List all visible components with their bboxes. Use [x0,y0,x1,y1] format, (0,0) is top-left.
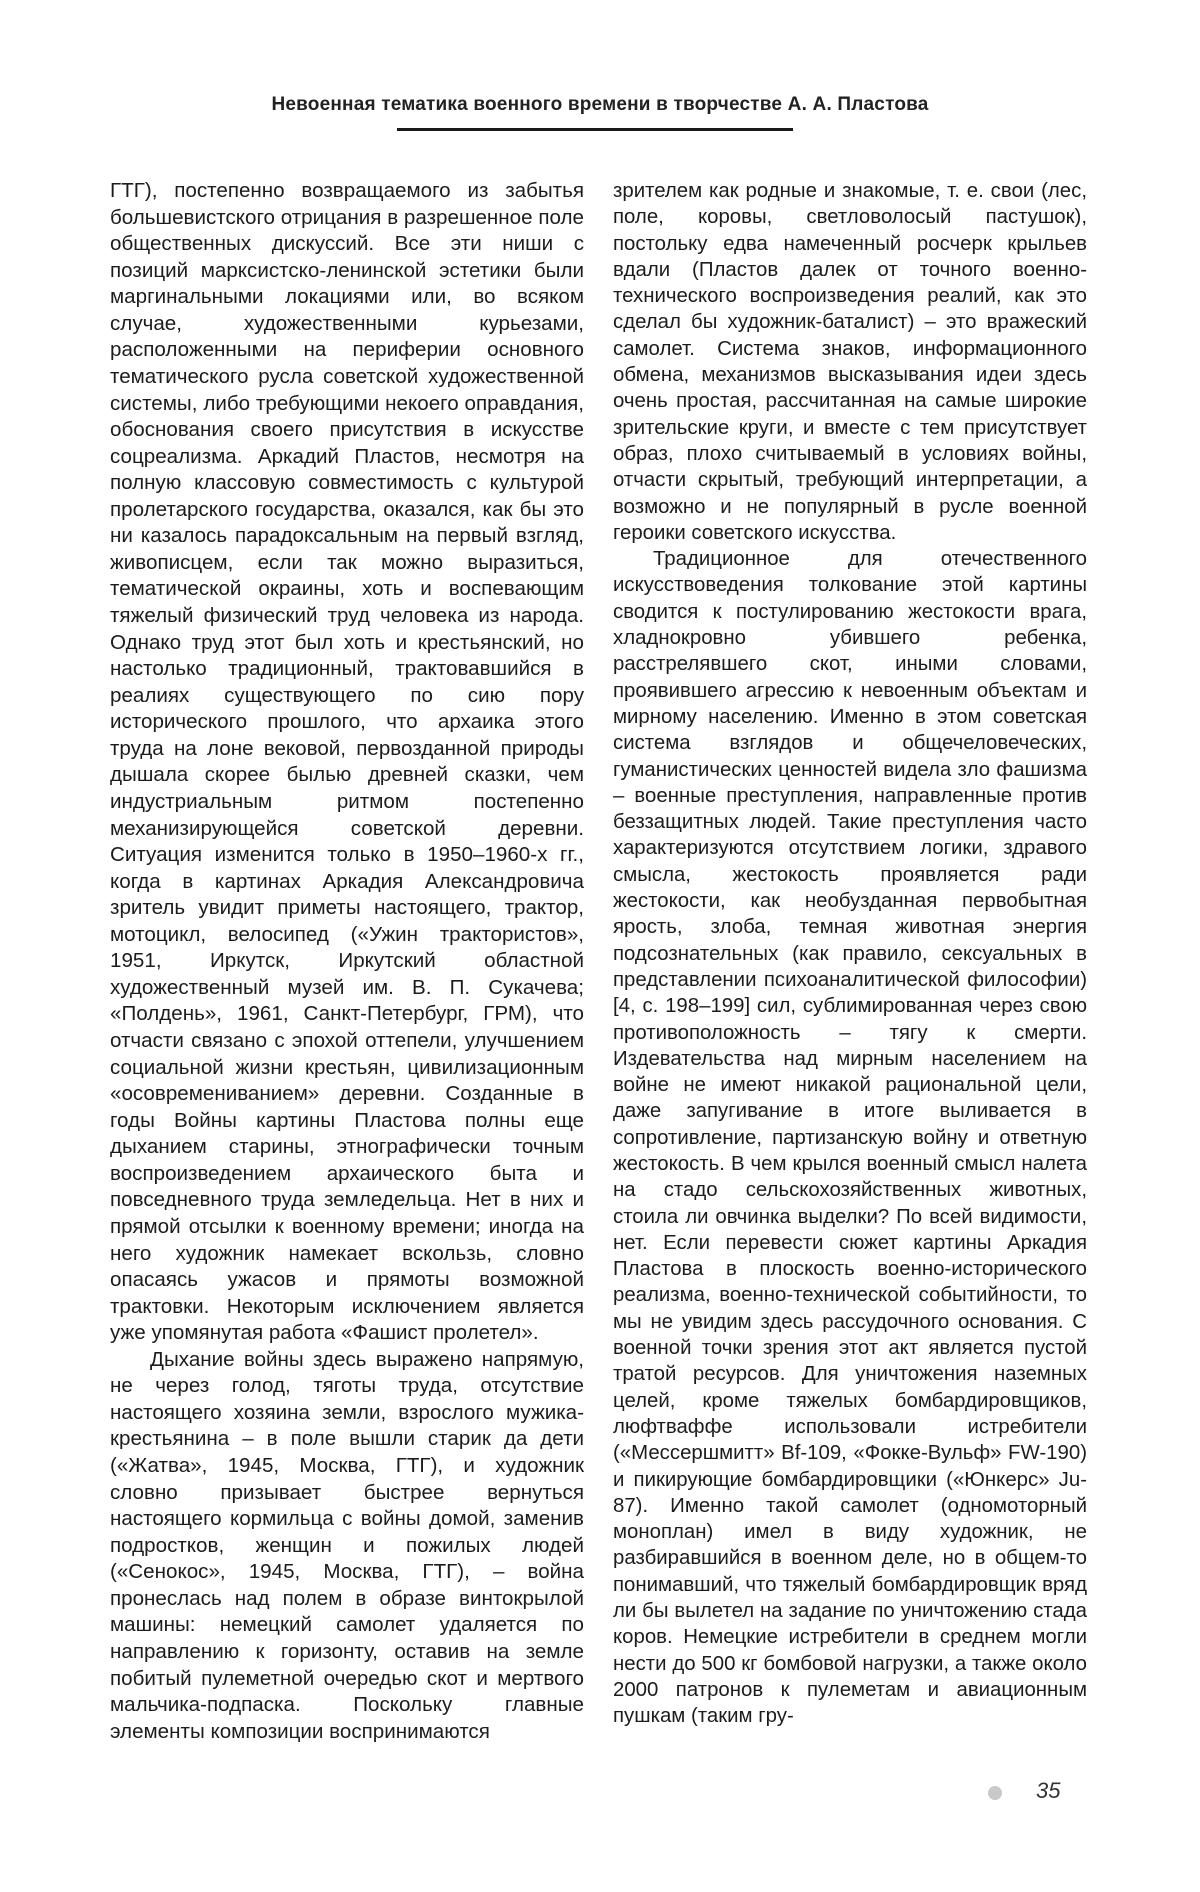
header-rule [397,128,793,131]
page-dot-ornament [988,1786,1002,1800]
paragraph: Дыхание войны здесь выражено напрямую, не через голод, тяготы труда, отсутствие настоящего хозяина земли, взрослого мужика-крестьянина – в поле вышли старик да дети («Жатва», 1945, Москва, ГТГ), и художник словно призывает быстрее вернуться настоящего кормильца с войны домой, заменив подростков, женщин и пожилых людей («Сенокос», 1945, Москва, ГТГ), – война пронеслась над полем в образе винтокрылой машины: немецкий самолет удаляется по направлению к горизонту, оставив на земле побитый пулеметной очередью скот и мертвого мальчика-подпаска. Поскольку главные элементы композиции воспринимаются [110,1347,584,1743]
left-column [110,178,584,1745]
right-column [613,178,1087,1730]
paragraph: зрителем как родные и знакомые, т. е. свои (лес, поле, коровы, светловолосый пастушок), постольку едва намеченный росчерк крыльев вдали (Пластов далек от точного военно-технического воспроизведения реалий, как это сделал бы художник-баталист) – это вражеский самолет. Система знаков, информационного обмена, механизмов высказывания идеи здесь очень простая, рассчитанная на самые широкие зрительские круги, и вместе с тем присутствует образ, плохо считываемый в условиях войны, отчасти скрытый, требующий интерпретации, а возможно и не популярный в русле военной героики советского искусства. [613,180,1087,544]
paragraph: Традиционное для отечественного искусствоведения толкование этой картины сводится к постулированию жестокости врага, хладнокровно убившего ребенка, расстрелявшего скот, иными словами, проявившего агрессию к невоенным объектам и мирному населению. Именно в этом советская система взглядов и общечеловеческих, гуманистических ценностей видела зло фашизма – военные преступления, направленные против беззащитных людей. Такие преступления часто характеризуются отсутствием логики, здравого смысла, жестокость проявляется ради жестокости, как необузданная первобытная ярость, злоба, темная животная энергия подсознательных (как правило, сексуальных в представлении психоаналитической философии) [4, с. 198–199] сил, сублимированная через свою противоположность – тягу к смерти. Издевательства над мирным населением на войне не имеют никакой рациональной цели, даже запугивание в итоге выливается в сопротивление, партизанскую войну и ответную жестокость. В чем крылся военный смысл налета на стадо сельскохозяйственных животных, стоила ли овчинка выделки? По всей видимости, нет. Если перевести сюжет картины Аркадия Пластова в плоскость военно-исторического реализма, военно-технической событийности, то мы не увидим здесь рассудочного основания. С военной точки зрения этот акт является пустой тратой ресурсов. Для уничтожения наземных целей, кроме тяжелых бомбардировщиков, люфтваффе использовали истребители («Мессершмитт» Bf-109, «Фокке-Вульф» FW-190) и пикирующие бомбардировщики («Юнкерс» Ju-87). Именно такой самолет (одномоторный моноплан) имел в виду художник, не разбиравшийся в военном деле, но в общем-то понимавший, что тяжелый бомбардировщик вряд ли бы вылетел на задание по уничтожению стада коров. Немецкие истребители в среднем могли нести до 500 кг бомбовой нагрузки, а также около 2000 патронов к пулеметам и авиационным пушкам (таким гру- [613,548,1087,1728]
running-header: Невоенная тематика военного времени в творчестве А. А. Пластова [271,94,929,115]
paragraph: ГТГ), постепенно возвращаемого из забытья большевистского отрицания в разрешенное поле общественных дискуссий. Все эти ниши с позиций марксистско-ленинской эстетики были маргинальными локациями или, во всяком случае, художественными курьезами, расположенными на периферии основного тематического русла советской художественной системы, либо требующими некоего оправдания, обоснования своего присутствия в искусстве соцреализма. Аркадий Пластов, несмотря на полную классовую совместимость с культурой пролетарского государства, оказался, как бы это ни казалось парадоксальным на первый взгляд, живописцем, если так можно выразиться, тематической окраины, хоть и воспевающим тяжелый физический труд человека из народа. Однако труд этот был хоть и крестьянский, но настолько традиционный, трактовавшийся в реалиях существующего по сию пору исторического прошлого, что архаика этого труда на лоне вековой, первозданной природы дышала скорее былью древней сказки, чем индустриальным ритмом постепенно механизирующейся советской деревни. Ситуация изменится только в 1950–1960-х гг., когда в картинах Аркадия Александровича зритель увидит приметы настоящего, трактор, мотоцикл, велосипед («Ужин трактористов», 1951, Иркутск, Иркутский областной художественный музей им. В. П. Сукачева; «Полдень», 1961, Санкт-Петербург, ГРМ), что отчасти связано с эпохой оттепели, улучшением социальной жизни крестьян, цивилизационным «осовремениванием» деревни. Созданные в годы Войны картины Пластова полны еще дыханием старины, этнографически точным воспроизведением архаического быта и повседневного труда земледельца. Нет в них и прямой отсылки к военному времени; иногда на него художник намекает вскользь, словно опасаясь ужасов и прямоты возможной трактовки. Некоторым исключением является уже упомянутая работа «Фашист пролетел». [110,179,584,1345]
page-number: 35 [1036,1778,1061,1803]
